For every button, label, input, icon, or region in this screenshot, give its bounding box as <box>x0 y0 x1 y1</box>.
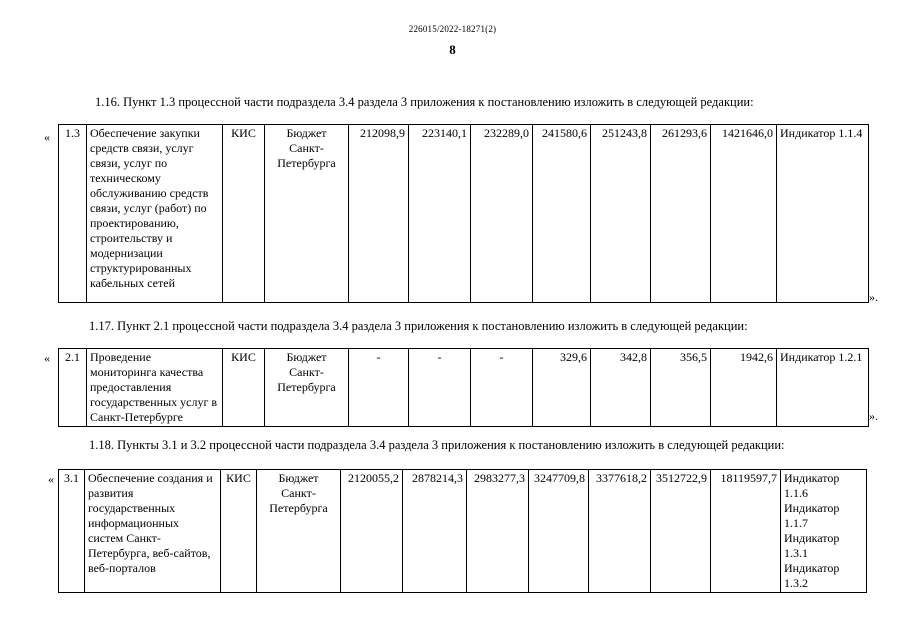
page-number: 8 <box>449 42 456 57</box>
indicator: Индикатор 1.1.6 Индикатор 1.1.7 Индикатор 1.3.1 Индикатор 1.3.2 <box>781 470 867 593</box>
open-quote: « <box>44 351 50 365</box>
value-cell: 261293,6 <box>651 125 711 303</box>
value-cell: 356,5 <box>651 349 711 427</box>
close-quote: ». <box>869 409 878 423</box>
value-cell: - <box>349 349 409 427</box>
table-item-2-1 <box>58 348 869 427</box>
item-name: Обеспечение закупки средств связи, услуг связи, услуг по техническому обслуживанию средств связи, услуг (работ) по проектированию, строительству и модернизации структурированных кабельных сетей <box>87 125 223 303</box>
executor: КИС <box>223 125 265 303</box>
value-cell: - <box>471 349 533 427</box>
paragraph-1-16: 1.16. Пункт 1.3 процессной части подраздела 3.4 раздела 3 приложения к постановлению изложить в следующей редакции: <box>95 95 754 109</box>
table-row <box>59 470 867 593</box>
value-cell: 3512722,9 <box>651 470 711 593</box>
open-quote: « <box>48 472 54 486</box>
item-number: 2.1 <box>59 349 87 427</box>
executor: КИС <box>223 349 265 427</box>
table-item-3-1 <box>58 469 867 593</box>
value-cell: 241580,6 <box>533 125 591 303</box>
paragraph-1-17: 1.17. Пункт 2.1 процессной части подраздела 3.4 раздела 3 приложения к постановлению изложить в следующей редакции: <box>89 319 748 333</box>
item-name: Обеспечение создания и развития государственных информационных систем Санкт-Петербурга, веб-сайтов, веб-порталов <box>85 470 221 593</box>
table-row <box>59 349 869 427</box>
item-number: 3.1 <box>59 470 85 593</box>
total-cell: 1421646,0 <box>711 125 777 303</box>
value-cell: 329,6 <box>533 349 591 427</box>
indicator: Индикатор 1.2.1 <box>777 349 869 427</box>
executor: КИС <box>221 470 257 593</box>
funding-source: Бюджет Санкт-Петербурга <box>257 470 341 593</box>
paragraph-1-18: 1.18. Пункты 3.1 и 3.2 процессной части подраздела 3.4 раздела 3 приложения к постановлению изложить в следующей редакции: <box>89 438 785 452</box>
value-cell: 232289,0 <box>471 125 533 303</box>
indicator: Индикатор 1.1.4 <box>777 125 869 303</box>
total-cell: 1942,6 <box>711 349 777 427</box>
value-cell: 2878214,3 <box>403 470 467 593</box>
item-name: Проведение мониторинга качества предоставления государственных услуг в Санкт-Петербурге <box>87 349 223 427</box>
value-cell: 2120055,2 <box>341 470 403 593</box>
total-cell: 18119597,7 <box>711 470 781 593</box>
item-number: 1.3 <box>59 125 87 303</box>
funding-source: Бюджет Санкт-Петербурга <box>265 125 349 303</box>
value-cell: 223140,1 <box>409 125 471 303</box>
value-cell: 212098,9 <box>349 125 409 303</box>
funding-source: Бюджет Санкт-Петербурга <box>265 349 349 427</box>
value-cell: 3377618,2 <box>589 470 651 593</box>
value-cell: 342,8 <box>591 349 651 427</box>
value-cell: 2983277,3 <box>467 470 529 593</box>
table-item-1-3 <box>58 124 869 303</box>
value-cell: 3247709,8 <box>529 470 589 593</box>
value-cell: - <box>409 349 471 427</box>
close-quote: ». <box>869 290 878 304</box>
table-row <box>59 125 869 303</box>
document-number: 226015/2022-18271(2) <box>408 24 497 34</box>
value-cell: 251243,8 <box>591 125 651 303</box>
open-quote: « <box>44 130 50 144</box>
